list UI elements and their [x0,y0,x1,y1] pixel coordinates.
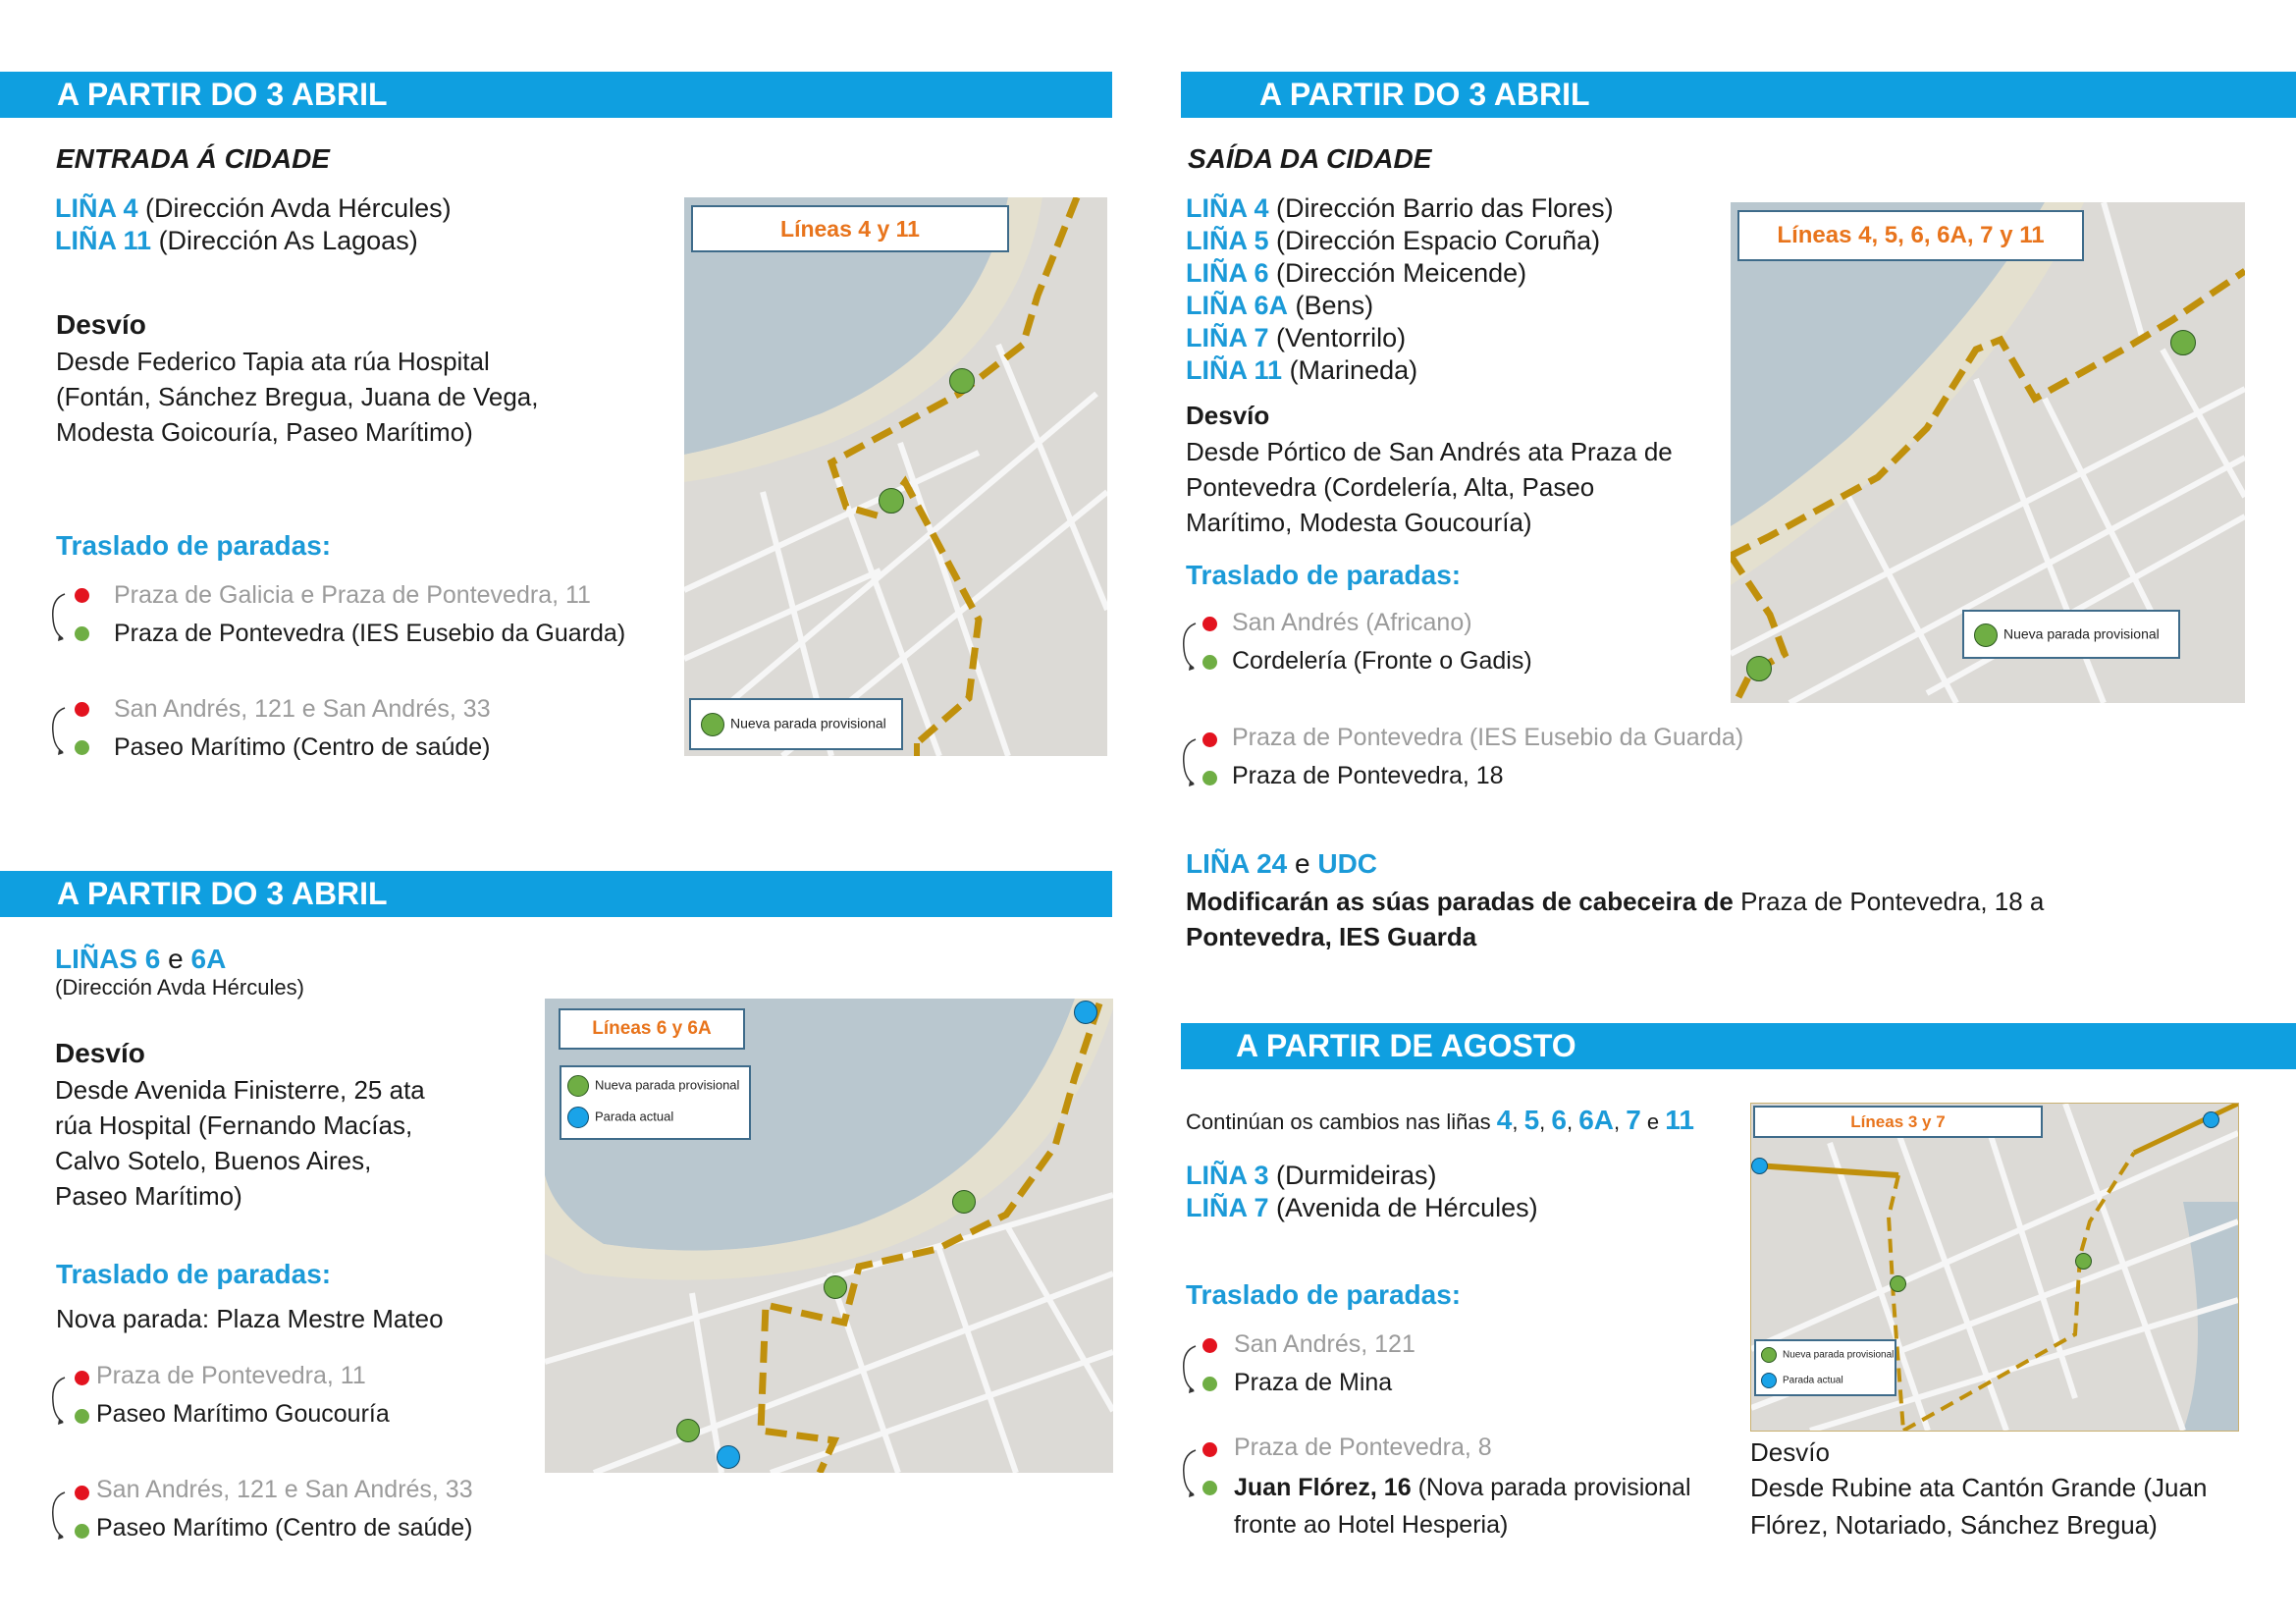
section2-extra-lines [1186,848,1377,880]
old-stop: San Andrés (Africano) [1232,609,1472,636]
continue-line: 4 [1496,1105,1513,1135]
udc-label: UDC [1317,848,1378,879]
section3-new-stop: Nova parada: Plaza Mestre Mateo [56,1304,444,1333]
legend-blue-dot-icon [1761,1373,1777,1388]
line-direction: (Dirección As Lagoas) [158,226,418,255]
legend-label: Nueva parada provisional [595,1077,740,1093]
section4-line [1186,1192,1538,1224]
section1-map-title: Líneas 4 y 11 [691,205,1009,252]
legend-new-stop [701,713,886,736]
line-direction: (Avenida de Hércules) [1276,1193,1538,1222]
legend-green-dot-icon [567,1075,589,1097]
map-new-stop-icon [949,368,975,394]
continue-text: Continúan os cambios nas liñas [1186,1110,1491,1134]
continue-line: 11 [1665,1105,1694,1135]
section3-detour-text: Desde Avenida Finisterre, 25 ata rúa Hospital (Fernando Macías, Calvo Sotelo, Buenos Aires, Paseo Marítimo) [55,1075,425,1211]
section4-transfer-title: Traslado de paradas: [1186,1279,1462,1310]
transfer-arrow-icon [49,703,69,757]
transfer-arrow-icon [1180,1445,1200,1499]
extra-text-1: Modificarán as súas paradas de cabeceira de [1186,887,1734,916]
section3-map [545,999,1113,1473]
map-current-stop-icon [1074,1001,1097,1024]
section1-map [684,197,1107,756]
legend-label: Parada actual [1783,1375,1843,1386]
line-label: LIÑA 4 [55,193,138,223]
section1-subtitle: ENTRADA Á CIDADE [56,143,330,174]
new-stop: Praza de Mina [1234,1369,1393,1396]
conjunction: e [1646,1110,1660,1134]
map-new-stop-icon [676,1419,700,1442]
line-label: LIÑA 4 [1186,193,1269,223]
new-stop-note: (Nova parada provisional fronte ao Hotel Hesperia) [1234,1474,1691,1539]
map-image [684,197,1107,756]
line-direction: (Dirección Avda Hércules) [145,193,452,223]
section1-transfer-title: Traslado de paradas: [56,530,332,561]
legend-label: Parada actual [595,1109,674,1124]
line-label: LIÑA 7 [1186,1193,1269,1222]
section3-transfer-title: Traslado de paradas: [56,1259,332,1289]
line-label: LIÑA 6A [1186,291,1289,320]
section1-detour-title: Desvío [56,309,146,340]
section2-extra-text [1186,884,2167,954]
section4-map [1750,1103,2239,1432]
line-direction: (Durmideiras) [1276,1161,1437,1190]
section3-direction: (Dirección Avda Hércules) [55,975,304,1000]
new-stop: Paseo Marítimo Goucouría [96,1400,390,1428]
new-stop: Praza de Pontevedra, 18 [1232,762,1504,789]
section3-header: A PARTIR DO 3 ABRIL [0,871,1112,917]
old-stop-dot-icon [1202,1442,1217,1457]
new-stop-dot-icon [75,1409,89,1424]
legend-label: Nueva parada provisional [2003,625,2160,642]
transfer-arrow-icon [1180,734,1200,788]
transfer-arrow-icon [1180,619,1200,673]
old-stop: Praza de Pontevedra, 11 [96,1362,366,1389]
legend-green-dot-icon [1761,1347,1777,1363]
line-24-label: LIÑA 24 [1186,848,1288,879]
map-current-stop-icon [1751,1158,1768,1174]
legend-new-stop [1761,1347,1894,1363]
line-label: LIÑA 3 [1186,1161,1269,1190]
section2-line [1186,192,1614,225]
continue-line: 7 [1626,1105,1641,1135]
legend-current-stop [1761,1373,1843,1388]
section4-detour-text: Desde Rubine ata Cantón Grande (Juan Flórez, Notariado, Sánchez Bregua) [1750,1473,2208,1540]
line-label: 6A [190,944,227,974]
transfer-arrow-icon [49,1373,69,1427]
section1-map-legend [689,698,903,750]
legend-green-dot-icon [1974,623,1998,647]
line-direction: (Bens) [1295,291,1374,320]
legend-new-stop [1974,623,2160,647]
map-new-stop-icon [2170,330,2196,355]
old-stop-dot-icon [1202,1338,1217,1353]
continue-line: 6A [1578,1105,1614,1135]
new-stop: Paseo Marítimo (Centro de saúde) [96,1514,473,1542]
new-stop-dot-icon [1202,771,1217,785]
old-stop-dot-icon [1202,732,1217,747]
section2-line [1186,322,1614,354]
map-new-stop-icon [1890,1275,1906,1292]
legend-current-stop [567,1107,673,1128]
old-stop: Praza de Pontevedra (IES Eusebio da Guarda) [1232,724,1744,751]
section3-map-legend [560,1065,751,1140]
section1-header: A PARTIR DO 3 ABRIL [0,72,1112,118]
transfer-arrow-icon [1180,1341,1200,1395]
new-stop [1234,1469,1695,1543]
conjunction: e [168,944,184,974]
old-stop: San Andrés, 121 e San Andrés, 33 [114,695,491,723]
new-stop: Praza de Pontevedra (IES Eusebio da Guarda) [114,620,626,647]
section2-map-legend [1962,610,2180,659]
section2-subtitle: SAÍDA DA CIDADE [1188,143,1432,174]
map-new-stop-icon [1746,656,1772,681]
section4-continue: Continúan os cambios nas liñas 4, 5, 6, 6A, 7 e 11 [1186,1105,1694,1135]
legend-label: Nueva parada provisional [730,715,886,731]
continue-line: 6 [1551,1105,1567,1135]
extra-text-3: Pontevedra, IES Guarda [1186,922,1477,951]
section4-header: A PARTIR DE AGOSTO [1181,1023,2296,1069]
new-stop-dot-icon [1202,1481,1217,1495]
map-new-stop-icon [824,1275,847,1299]
section2-map [1731,202,2245,703]
new-stop: Paseo Marítimo (Centro de saúde) [114,733,491,761]
line-label: LIÑAS 6 [55,944,161,974]
old-stop-dot-icon [1202,617,1217,631]
new-stop-name: Juan Flórez, 16 [1234,1474,1412,1501]
line-direction: (Dirección Meicende) [1276,258,1527,288]
old-stop: Praza de Pontevedra, 8 [1234,1434,1492,1461]
section3-detour-title: Desvío [55,1038,145,1068]
section1-line-11 [55,225,418,257]
line-direction: (Marineda) [1289,355,1418,385]
section1-detour-text: Desde Federico Tapia ata rúa Hospital (Fontán, Sánchez Bregua, Juana de Vega, Modesta Goicouría, Paseo Marítimo) [56,347,539,447]
old-stop-dot-icon [75,1371,89,1385]
section2-map-title: Líneas 4, 5, 6, 6A, 7 y 11 [1737,210,2084,261]
legend-blue-dot-icon [567,1107,589,1128]
old-stop: San Andrés, 121 e San Andrés, 33 [96,1476,473,1503]
conjunction: e [1295,848,1310,879]
map-current-stop-icon [717,1445,740,1469]
old-stop: Praza de Galicia e Praza de Pontevedra, 11 [114,581,591,609]
legend-new-stop [567,1075,739,1097]
line-label: LIÑA 6 [1186,258,1269,288]
section3-map-title: Líneas 6 y 6A [559,1008,745,1050]
continue-line: 5 [1523,1105,1540,1135]
map-new-stop-icon [879,488,904,514]
line-direction: (Dirección Barrio das Flores) [1276,193,1614,223]
new-stop-dot-icon [1202,1377,1217,1391]
new-stop-dot-icon [75,626,89,641]
new-stop-dot-icon [75,740,89,755]
extra-text-2: Praza de Pontevedra, 18 a [1740,887,2045,916]
new-stop-dot-icon [1202,655,1217,670]
section4-map-title: Líneas 3 y 7 [1753,1106,2043,1138]
section2-line [1186,354,1614,387]
section2-line [1186,225,1614,257]
section2-line [1186,257,1614,290]
line-label: LIÑA 5 [1186,226,1269,255]
section4-lines [1186,1160,1538,1224]
old-stop: San Andrés, 121 [1234,1330,1415,1358]
section2-detour-text: Desde Pórtico de San Andrés ata Praza de Pontevedra (Cordelería, Alta, Paseo Marítimo, Modesta Goucouría) [1186,437,1673,537]
section4-detour-title: Desvío [1750,1437,1830,1467]
line-direction: (Dirección Espacio Coruña) [1276,226,1601,255]
line-label: LIÑA 11 [55,226,152,255]
line-direction: (Ventorrilo) [1276,323,1407,352]
new-stop-dot-icon [75,1524,89,1539]
section2-line [1186,290,1614,322]
section1-line-4 [55,192,452,225]
map-new-stop-icon [952,1190,976,1214]
transfer-arrow-icon [49,1488,69,1542]
section4-map-legend [1754,1339,1896,1396]
line-label: LIÑA 7 [1186,323,1269,352]
old-stop-dot-icon [75,1486,89,1500]
section2-detour-title: Desvío [1186,401,1270,430]
legend-green-dot-icon [701,713,724,736]
line-label: LIÑA 11 [1186,355,1283,385]
map-current-stop-icon [2203,1111,2219,1128]
new-stop: Cordelería (Fronte o Gadis) [1232,647,1532,675]
old-stop-dot-icon [75,702,89,717]
section2-lines [1186,192,1614,387]
old-stop-dot-icon [75,588,89,603]
section4-line [1186,1160,1538,1192]
legend-label: Nueva parada provisional [1783,1349,1895,1361]
transfer-arrow-icon [49,589,69,643]
section3-lines [55,943,226,975]
map-new-stop-icon [2075,1253,2092,1270]
section2-transfer-title: Traslado de paradas: [1186,560,1462,590]
section2-header: A PARTIR DO 3 ABRIL [1181,72,2296,118]
